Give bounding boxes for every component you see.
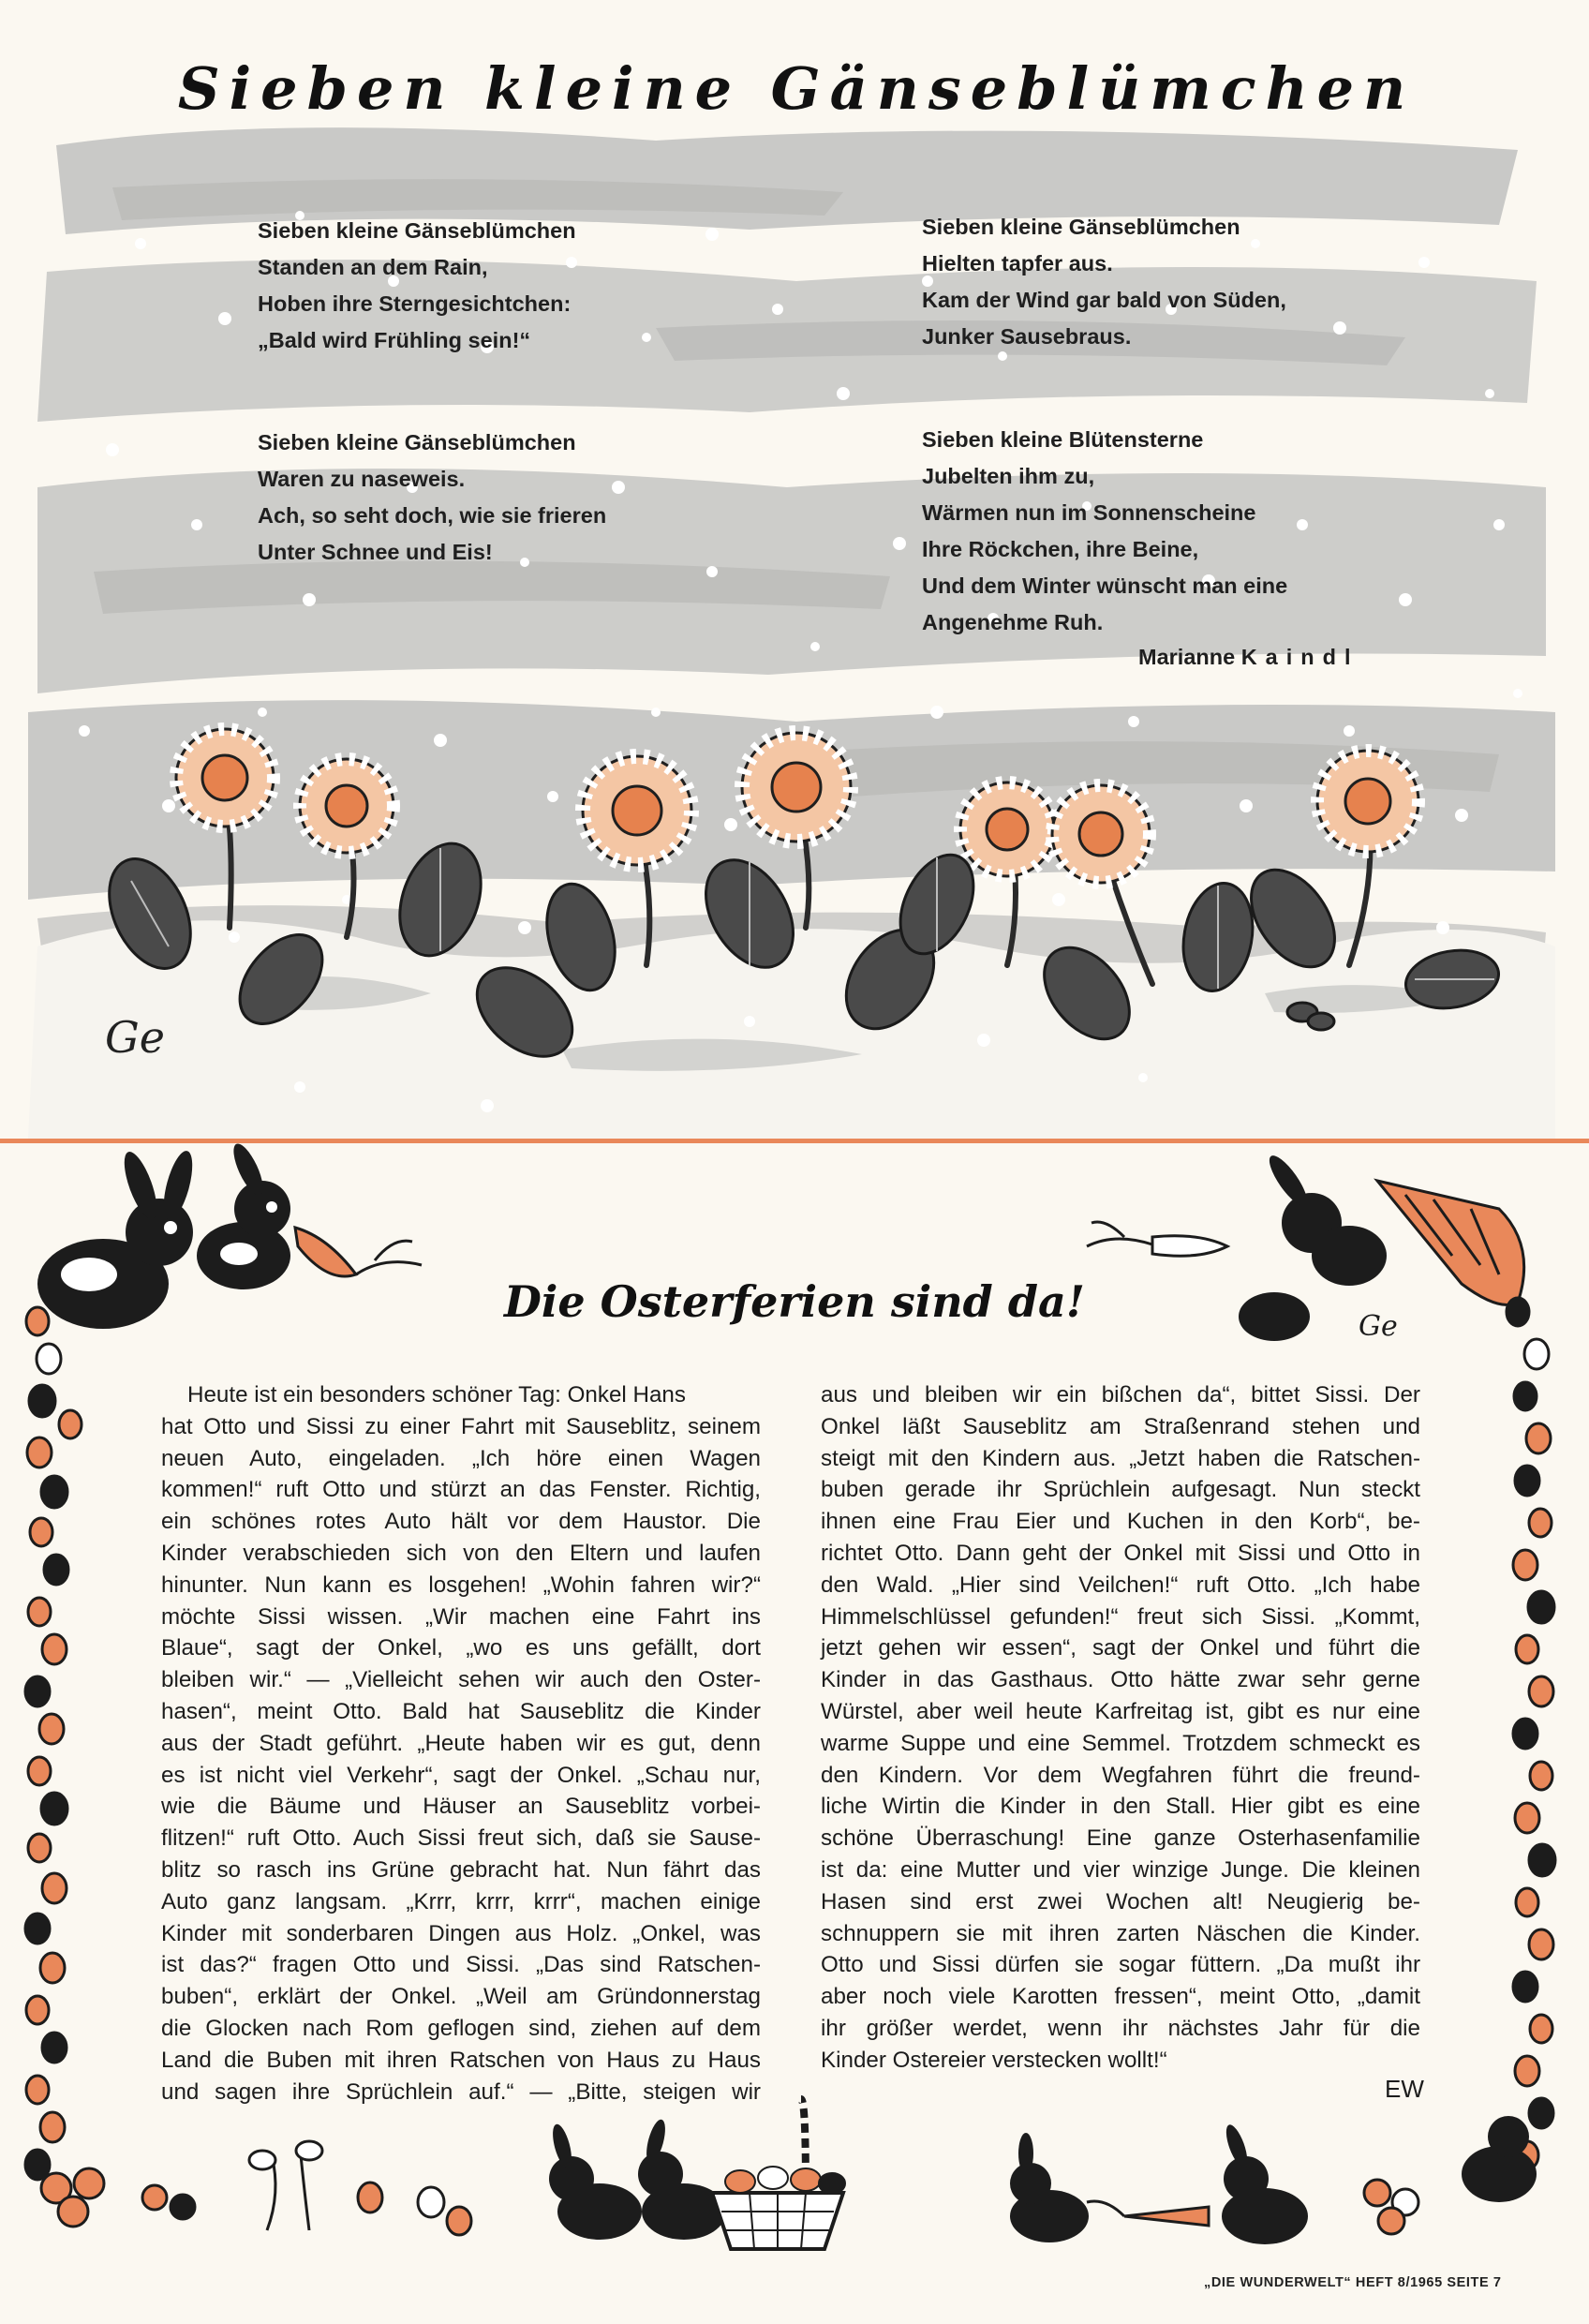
poem-title: Sieben kleine Gänseblümchen xyxy=(177,54,1416,123)
stanza-line: Sieben kleine Gänseblümchen xyxy=(258,430,576,454)
story-line: Kinder in das Gasthaus. Otto hätte zwar sehr gerne xyxy=(821,1667,1420,1693)
story-line: hat Otto und Sissi zu einer Fahrt mit Sauseblitz, seinem xyxy=(161,1413,761,1439)
stanza-line: Angenehme Ruh. xyxy=(922,610,1104,634)
story-line: Würstel, aber weil heute Karfreitag ist, gibt es nur eine xyxy=(821,1698,1420,1724)
stanza-line: Hielten tapfer aus. xyxy=(922,251,1113,276)
illustrator-signature: Ge xyxy=(105,1012,165,1063)
story-line: Hasen sind erst zwei Wochen alt! Neugierig be- xyxy=(821,1888,1420,1914)
stanza-line: Ach, so seht doch, wie sie frieren xyxy=(258,503,607,528)
story-line: jetzt gehen wir essen“, sagt der Onkel und führt die xyxy=(821,1635,1420,1661)
story-line: buben“, erklärt der Onkel. „Weil am Gründonnerstag xyxy=(161,1984,761,2010)
story-line: die Glocken nach Rom geflogen sind, ziehen auf dem xyxy=(161,2015,761,2041)
stanza-4 xyxy=(922,422,1287,641)
story-line: Land die Buben mit ihren Ratschen von Haus zu Haus xyxy=(161,2047,761,2073)
stanza-line: Standen an dem Rain, xyxy=(258,255,488,279)
page-footer: „DIE WUNDERWELT“ HEFT 8/1965 SEITE 7 xyxy=(1204,2275,1502,2290)
stanza-2 xyxy=(258,425,606,571)
story-signature: EW xyxy=(1385,2075,1424,2103)
author-last-name: Kaindl xyxy=(1240,645,1359,669)
story-line: möchte Sissi wissen. „Wir machen eine Fahrt ins xyxy=(161,1603,761,1630)
story-line: buben gerade ihr Sprüchlein aufgesagt. Nun steckt xyxy=(821,1477,1420,1503)
story-line: Himmelschlüssel gefunden!“ freut sich Sissi. „Kommt, xyxy=(821,1603,1420,1630)
stanza-line: Sieben kleine Gänseblümchen xyxy=(258,218,576,243)
story-line: und sagen ihre Sprüchlein auf.“ — „Bitte, steigen wir xyxy=(161,2078,761,2105)
story-line: Kinder Ostereier verstecken wollt!“ xyxy=(821,2047,1167,2073)
story-line: aus und bleiben wir ein bißchen da“, bittet Sissi. Der xyxy=(821,1382,1420,1408)
story-line: bleiben wir.“ — „Vielleicht sehen wir auch den Oster- xyxy=(161,1667,761,1693)
author-first-name: Marianne xyxy=(1138,645,1236,669)
story-line: ist da: eine Mutter und vier winzige Junge. Die kleinen xyxy=(821,1856,1420,1883)
story-line: steigt mit den Kindern aus. „Jetzt haben die Ratschen- xyxy=(821,1445,1420,1471)
story-line: es ist nicht viel Verkehr“, sagt der Onkel. „Schau nur, xyxy=(161,1762,761,1788)
corner-signature: Ge xyxy=(1359,1310,1398,1343)
story-line: hasen“, meint Otto. Bald hat Sauseblitz die Kinder xyxy=(161,1698,761,1724)
stanza-1 xyxy=(258,213,576,359)
story-column-right xyxy=(821,1379,1420,2077)
story-title: Die Osterferien sind da! xyxy=(503,1276,1085,1327)
story-line: richtet Otto. Dann geht der Onkel mit Sissi und Otto in xyxy=(821,1540,1420,1566)
story-column-left xyxy=(161,1379,761,2108)
story-line: Auto ganz langsam. „Krrr, krrr, krrr“, machen einige xyxy=(161,1888,761,1914)
stanza-line: Waren zu naseweis. xyxy=(258,467,466,491)
poem-section xyxy=(0,0,1589,1139)
story-line: aber noch viele Karotten fressen“, meint Otto, „damit xyxy=(821,1984,1420,2010)
story-line: Otto und Sissi dürfen sie sogar füttern. „Da mußt ihr xyxy=(821,1952,1420,1978)
story-line: ihnen eine Frau Eier und Kuchen in den Korb“, be- xyxy=(821,1509,1420,1535)
stanza-line: Kam der Wind gar bald von Süden, xyxy=(922,288,1286,312)
story-line: neuen Auto, eingeladen. „Ich höre einen Wagen xyxy=(161,1445,761,1471)
snow-background-illustration xyxy=(0,0,1589,1139)
story-line: Kinder mit sonderbaren Dingen aus Holz. „Onkel, was xyxy=(161,1920,761,1946)
stanza-line: Sieben kleine Gänseblümchen xyxy=(922,215,1240,239)
story-line: Onkel läßt Sauseblitz am Straßenrand stehen und xyxy=(821,1413,1420,1439)
stanza-line: Und dem Winter wünscht man eine xyxy=(922,574,1288,598)
story-line: liche Wirtin die Kinder in den Stall. Hier gibt es eine xyxy=(821,1794,1420,1820)
story-line: Heute ist ein besonders schöner Tag: Onkel Hans xyxy=(187,1382,686,1408)
story-line: flitzen!“ ruft Otto. Auch Sissi freut sich, daß sie Sause- xyxy=(161,1825,761,1852)
story-line: Blaue“, sagt der Onkel, „wo es uns gefällt, dort xyxy=(161,1635,761,1661)
story-line: den Kindern. Vor dem Wegfahren führt die freund- xyxy=(821,1762,1420,1788)
stanza-line: Wärmen nun im Sonnenscheine xyxy=(922,500,1256,525)
stanza-3 xyxy=(922,209,1286,355)
stanza-line: Junker Sausebraus. xyxy=(922,324,1132,349)
story-line: ihr größer werdet, wenn ihr nächstes Jahr für die xyxy=(821,2015,1420,2041)
poem-title-banner xyxy=(103,54,1490,139)
story-line: schöne Überraschung! Eine ganze Osterhasenfamilie xyxy=(821,1825,1420,1852)
story-line: wie die Bäume und Häuser an Sauseblitz vorbei- xyxy=(161,1794,761,1820)
story-line: ein schönes rotes Auto hält vor dem Haustor. Die xyxy=(161,1509,761,1535)
story-line: blitz so rasch ins Grüne gebracht hat. Nun fährt das xyxy=(161,1856,761,1883)
stanza-line: Sieben kleine Blütensterne xyxy=(922,427,1204,452)
story-line: schnuppern sie mit ihren zarten Näschen die Kinder. xyxy=(821,1920,1420,1946)
stanza-line: „Bald wird Frühling sein!“ xyxy=(258,328,531,352)
story-line: kommen!“ ruft Otto und stürzt an das Fenster. Richtig, xyxy=(161,1477,761,1503)
story-line: hinunter. Nun kann es losgehen! „Wohin fahren wir?“ xyxy=(161,1572,761,1598)
stanza-line: Unter Schnee und Eis! xyxy=(258,540,493,564)
stanza-line: Ihre Röckchen, ihre Beine, xyxy=(922,537,1199,561)
story-line: ist das?“ fragen Otto und Sissi. „Das sind Ratschen- xyxy=(161,1952,761,1978)
story-line: warme Suppe und eine Semmel. Trotzdem schmeckt es xyxy=(821,1730,1420,1756)
stanza-line: Hoben ihre Sterngesichtchen: xyxy=(258,291,572,316)
story-line: den Wald. „Hier sind Veilchen!“ ruft Otto. „Ich habe xyxy=(821,1572,1420,1598)
poem-author xyxy=(1138,645,1359,670)
stanza-line: Jubelten ihm zu, xyxy=(922,464,1095,488)
story-line: Kinder verabschieden sich von den Eltern und laufen xyxy=(161,1540,761,1566)
story-line: aus der Stadt geführt. „Heute haben wir es gut, denn xyxy=(161,1730,761,1756)
